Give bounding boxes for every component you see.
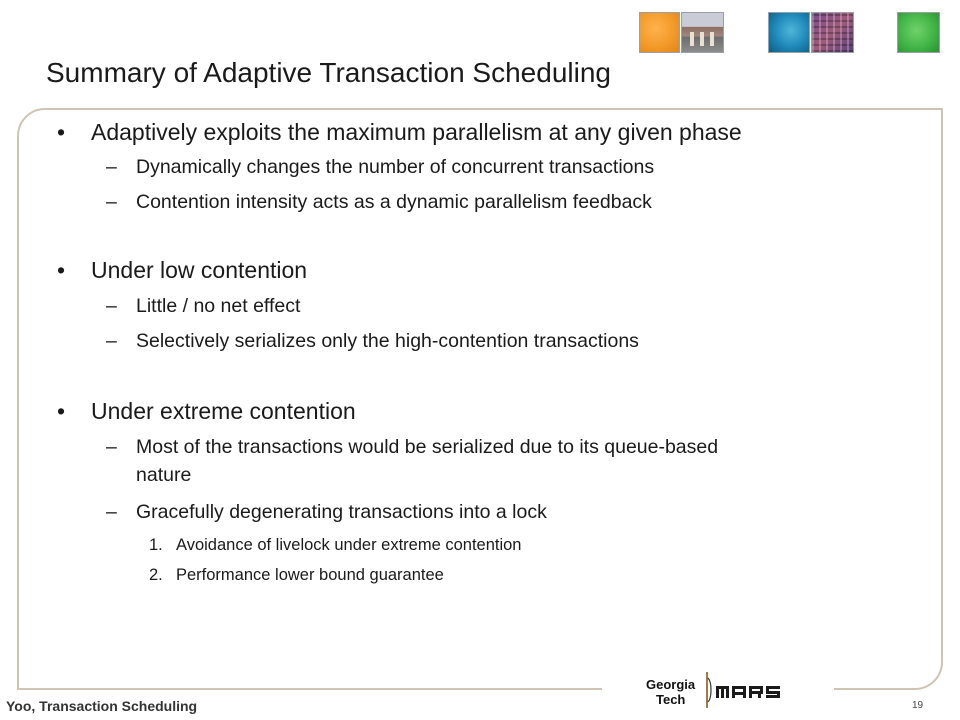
sub-bullet-item <box>0 436 960 460</box>
dash-mark: – <box>106 501 117 523</box>
sub-bullet-item <box>0 501 960 525</box>
bullet-item <box>0 119 960 147</box>
sub-bullet-item <box>0 295 960 319</box>
number-mark: 1. <box>149 536 163 554</box>
slide-title: Summary of Adaptive Transaction Scheduling <box>46 57 611 88</box>
sub-bullet-item <box>0 330 960 354</box>
mars-logo <box>716 686 780 698</box>
page-number: 19 <box>912 700 924 711</box>
dash-mark: – <box>106 156 117 178</box>
georgia-tech-mars-logo <box>642 664 798 716</box>
gt-logo-line1: Georgia <box>646 677 696 692</box>
dash-mark: – <box>106 330 117 352</box>
numbered-item-text: Avoidance of livelock under extreme contention <box>176 536 522 554</box>
bullet-item <box>0 257 960 285</box>
bullet-text: Under extreme contention <box>91 398 356 424</box>
sub-bullet-text: Gracefully degenerating transactions into a lock <box>136 501 547 523</box>
bullet-text: Adaptively exploits the maximum parallelism at any given phase <box>91 119 742 145</box>
bullet-mark: • <box>57 257 66 283</box>
sub-bullet-continuation <box>0 464 960 488</box>
dash-mark: – <box>106 191 117 213</box>
numbered-item <box>0 566 960 586</box>
numbered-item <box>0 536 960 556</box>
numbered-item-text: Performance lower bound guarantee <box>176 566 444 584</box>
bullet-item <box>0 398 960 426</box>
logo-area <box>642 664 798 716</box>
gt-logo-line2: Tech <box>656 692 686 707</box>
sub-bullet-item <box>0 191 960 215</box>
number-mark: 2. <box>149 566 163 584</box>
bullet-text: Under low contention <box>91 257 308 283</box>
sub-bullet-text: Contention intensity acts as a dynamic parallelism feedback <box>136 191 652 213</box>
logo-divider <box>706 672 708 708</box>
logo-divider-curve <box>708 678 711 702</box>
dash-mark: – <box>106 436 117 458</box>
sub-bullet-text: Little / no net effect <box>136 295 301 317</box>
sub-bullet-item <box>0 156 960 180</box>
sub-bullet-text-continued: nature <box>136 464 192 486</box>
bullet-mark: • <box>57 119 66 145</box>
footer-text: Yoo, Transaction Scheduling <box>6 698 198 714</box>
sub-bullet-text: Selectively serializes only the high-contention transactions <box>136 330 639 352</box>
sub-bullet-text: Most of the transactions would be serialized due to its queue-based <box>136 436 719 458</box>
dash-mark: – <box>106 295 117 317</box>
bullet-mark: • <box>57 398 66 424</box>
sub-bullet-text: Dynamically changes the number of concurrent transactions <box>136 156 655 178</box>
